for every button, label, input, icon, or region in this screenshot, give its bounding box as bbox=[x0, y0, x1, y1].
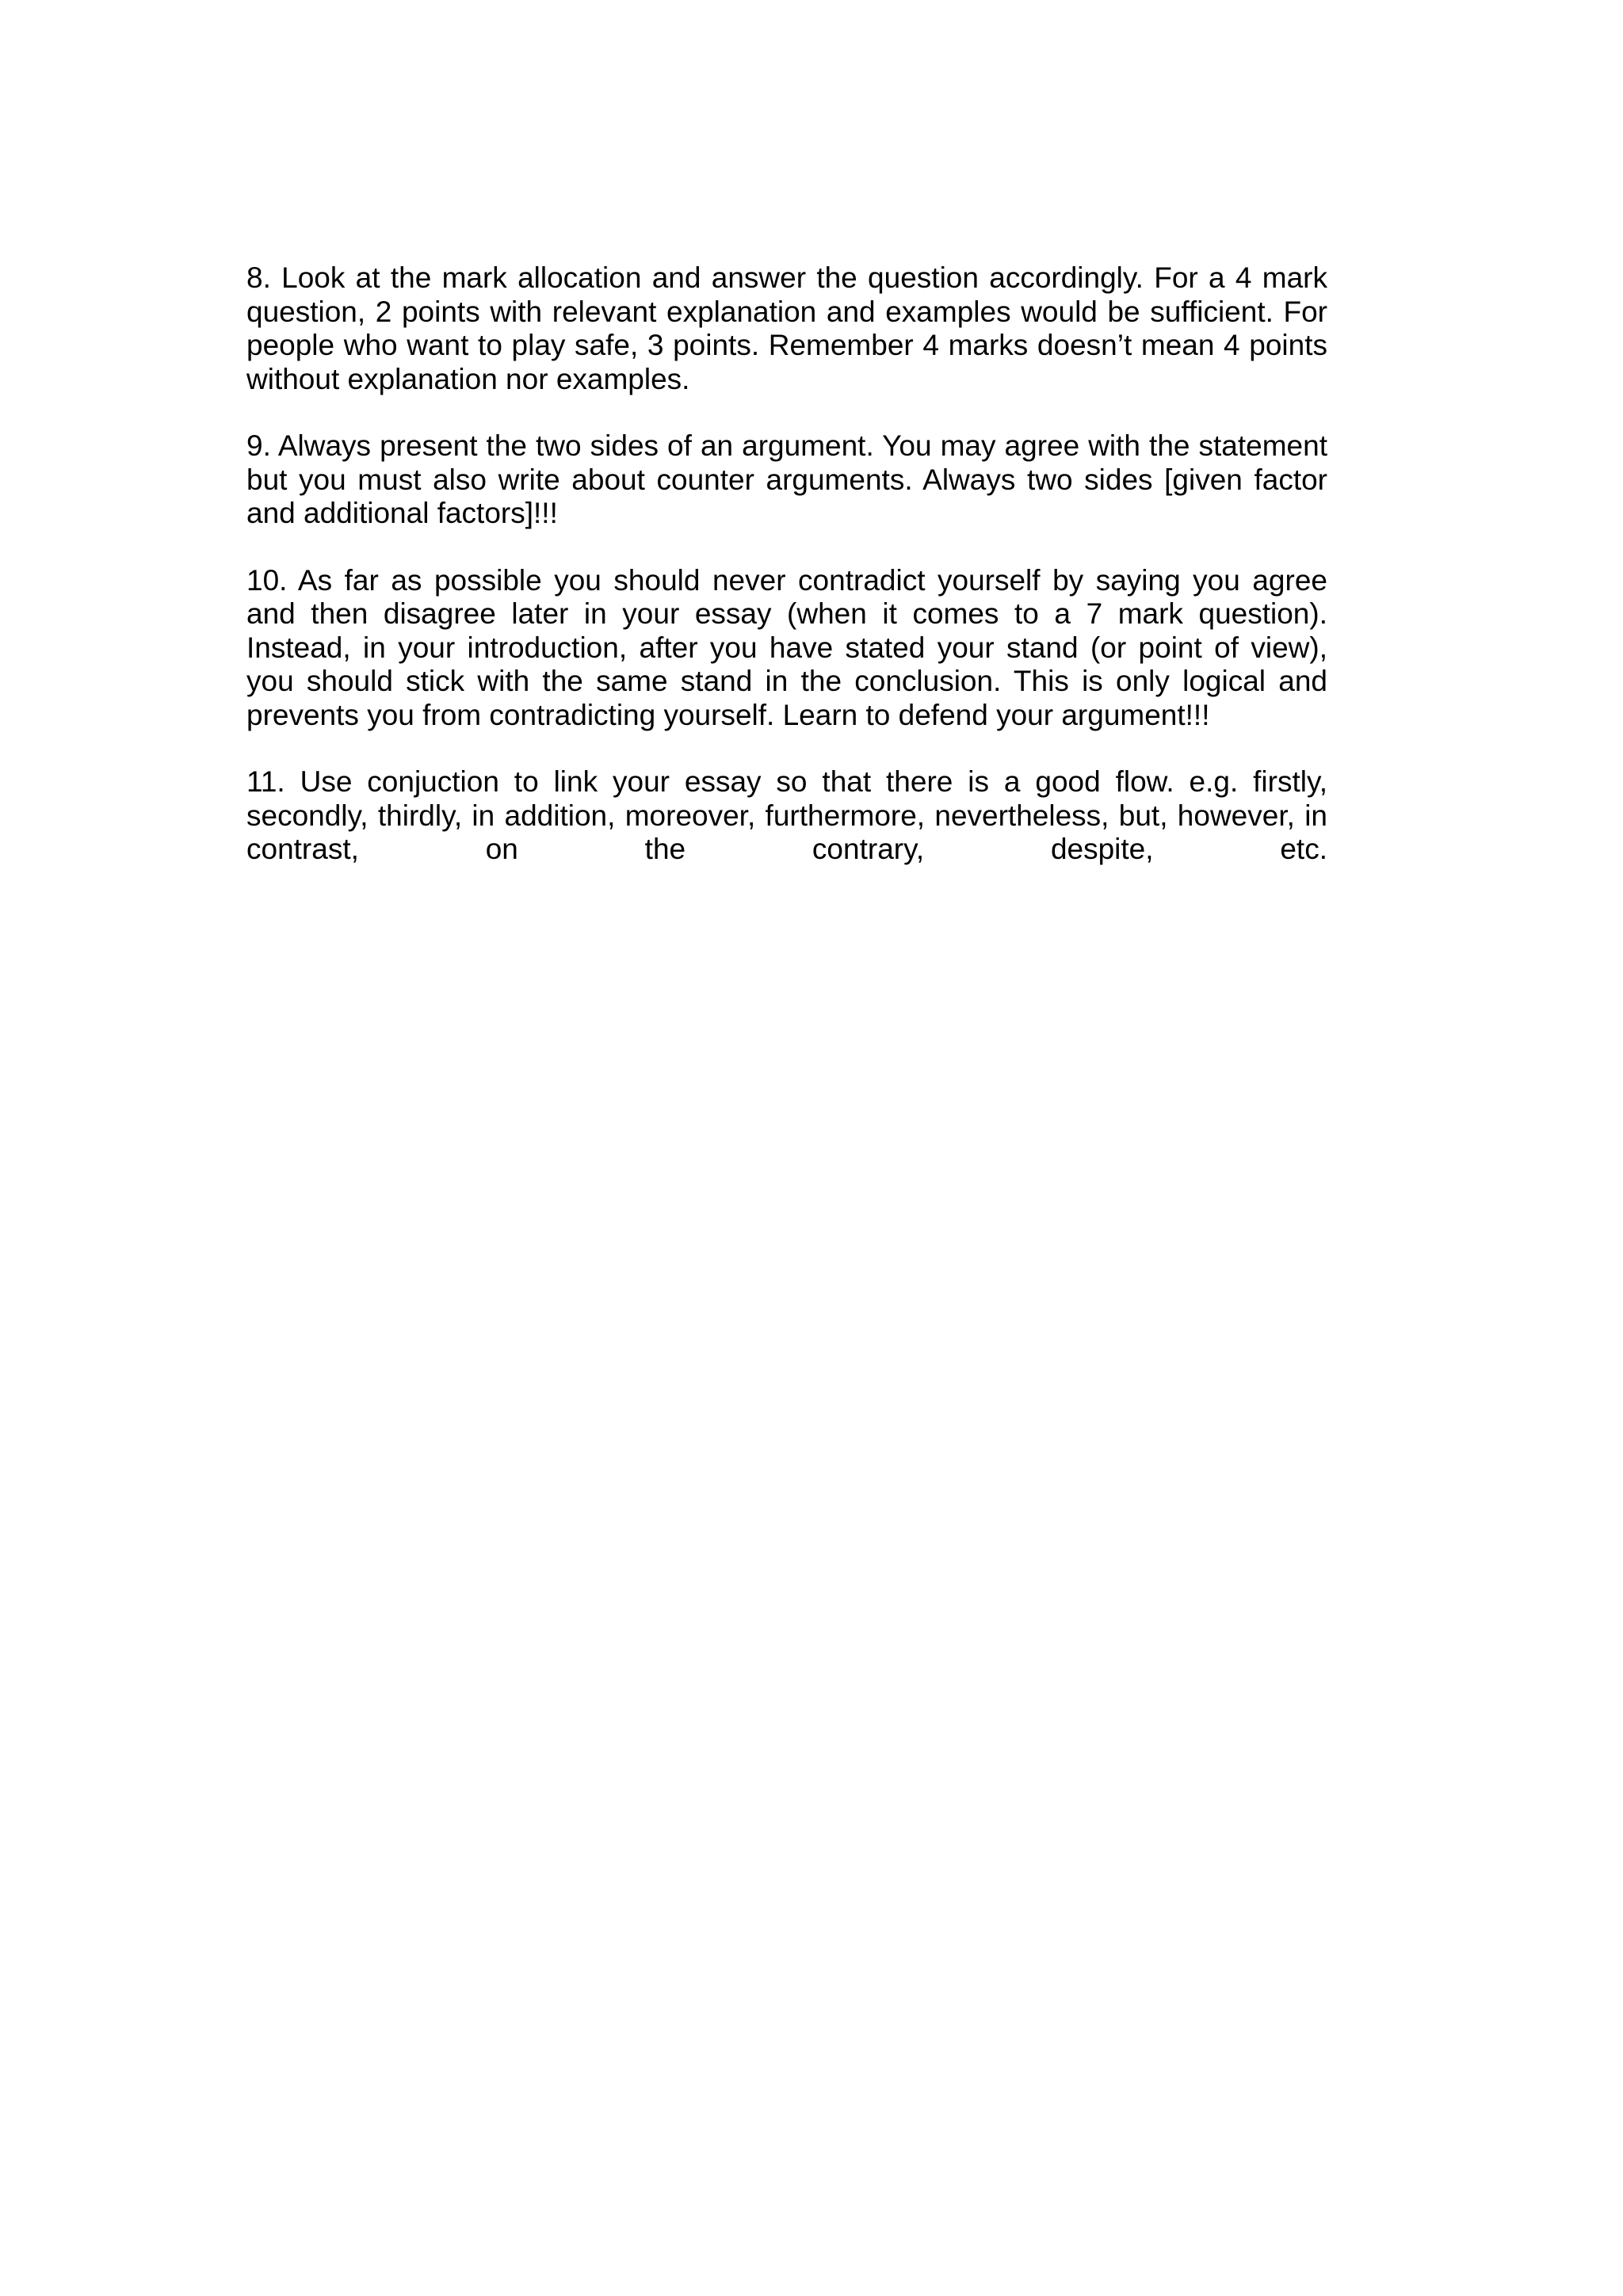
document-body bbox=[246, 261, 1327, 900]
paragraph-tip-10: 10. As far as possible you should never contradict yourself by saying you agree and then disagree later in your essay (when it comes to a 7 mark question). Instead, in your introduction, after you have stated your stand (or point of view), you should stick with the same stand in the conclusion. This is only logical and prevents you from contradicting yourself. Learn to defend your argument!!! bbox=[246, 563, 1327, 731]
paragraph-tip-9: 9. Always present the two sides of an argument. You may agree with the statement but you must also write about counter arguments. Always two sides [given factor and additional factors]!!! bbox=[246, 429, 1327, 529]
paragraph-tip-8: 8. Look at the mark allocation and answer the question accordingly. For a 4 mark question, 2 points with relevant explanation and examples would be sufficient. For people who want to play safe, 3 points. Remember 4 marks doesn’t mean 4 points without explanation nor examples. bbox=[246, 261, 1327, 395]
paragraph-tip-11: 11. Use conjuction to link your essay so that there is a good flow. e.g. firstly, secondly, thirdly, in addition, moreover, furthermore, nevertheless, but, however, in contrast, on the contrary, despite, etc. bbox=[246, 765, 1327, 865]
